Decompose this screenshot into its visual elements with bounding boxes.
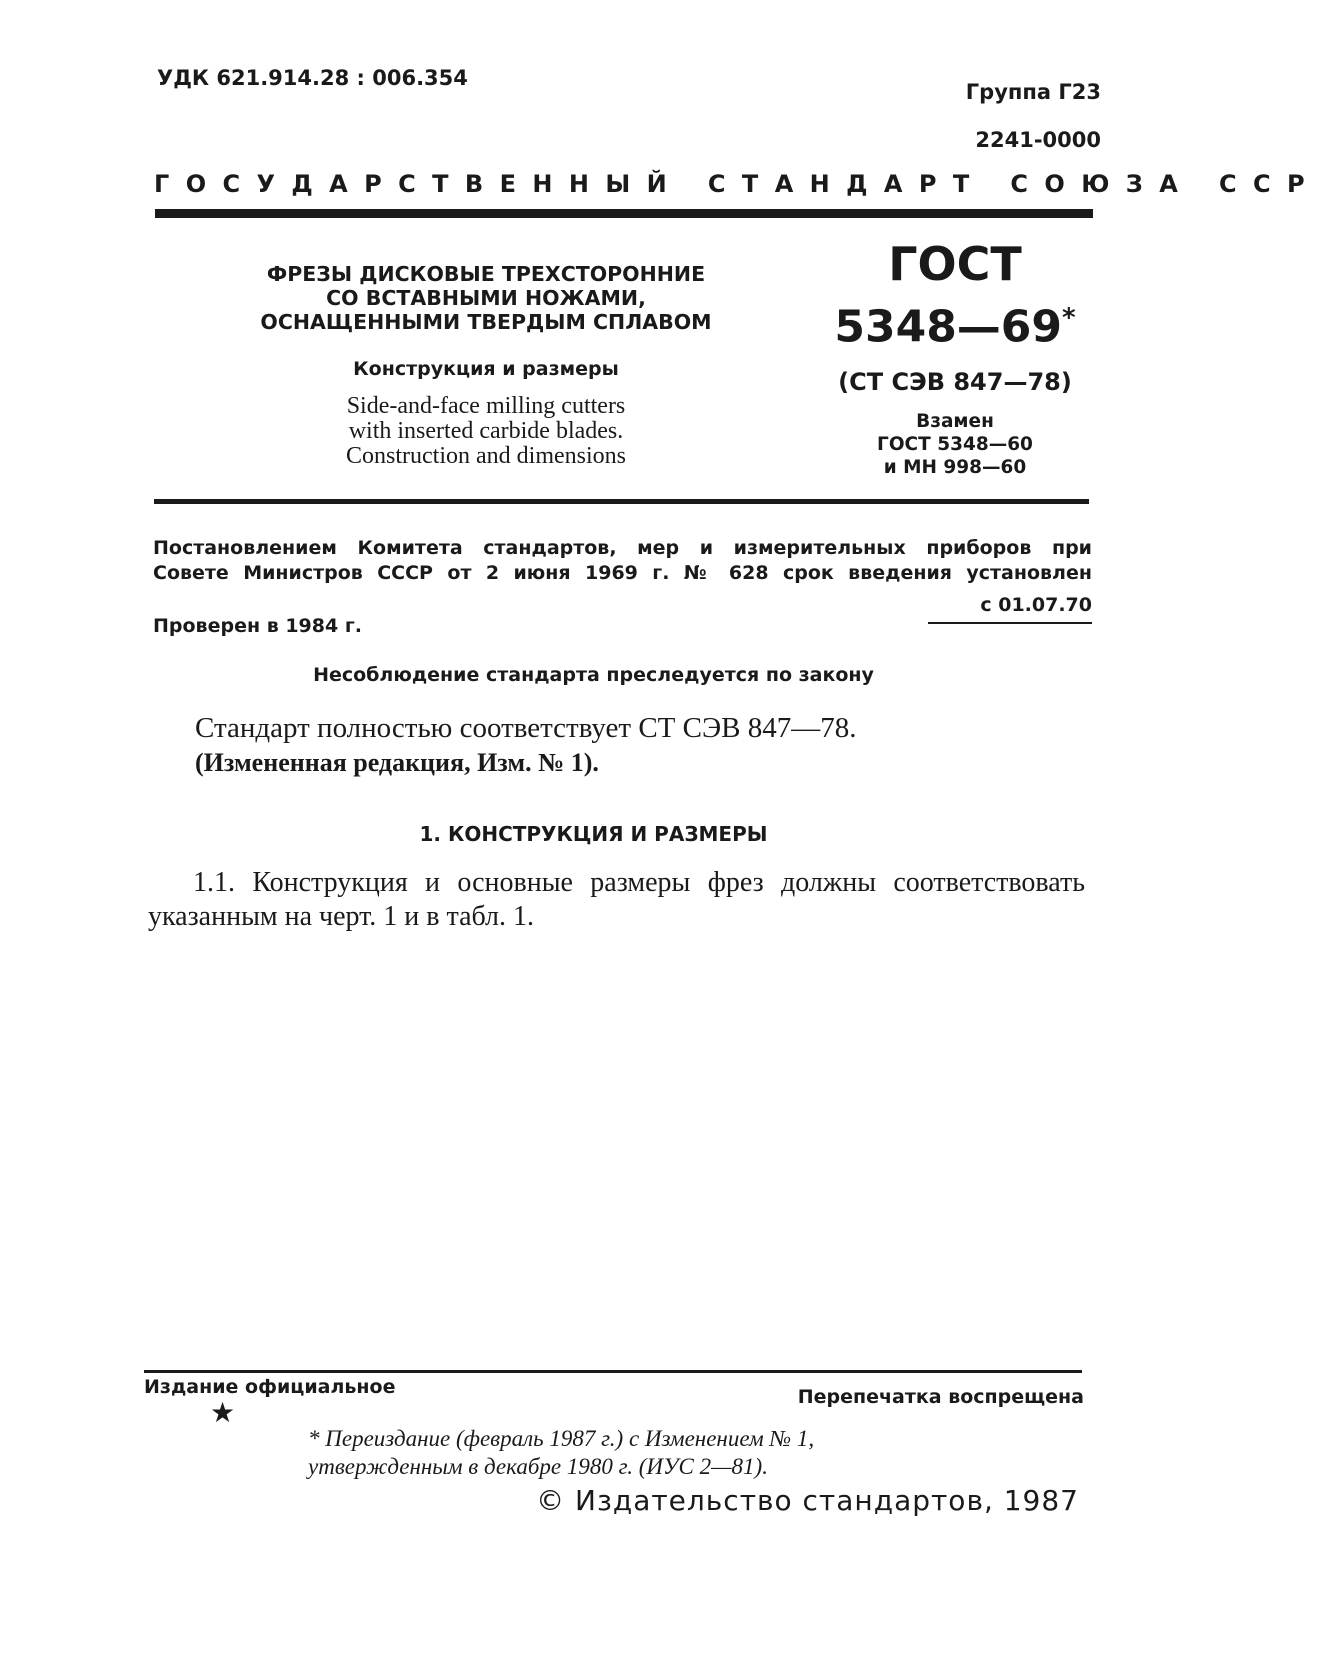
- replaces-item-1: ГОСТ 5348—60: [877, 433, 1033, 455]
- replaces-block: [810, 410, 1100, 479]
- title-ru-line-2: СО ВСТАВНЫМИ НОЖАМИ,: [326, 286, 646, 310]
- title-en-line-1: Side-and-face milling cutters: [346, 393, 626, 419]
- gost-number: [810, 290, 1100, 356]
- effective-date-rule: [928, 622, 1092, 624]
- footnote-line-1: * Переиздание (февраль 1987 г.) с Изменением № 1,: [308, 1426, 815, 1451]
- paragraph-1-1: 1.1. Конструкция и основные размеры фрез должны соответствовать указанным на черт. 1 и в табл. 1.: [148, 867, 1085, 932]
- section-title: 1. КОНСТРУКЦИЯ И РАЗМЕРЫ: [419, 822, 768, 846]
- replaces-item-2: и МН 998—60: [883, 456, 1027, 478]
- no-reprint-notice: Перепечатка воспрещена: [797, 1386, 1084, 1408]
- title-subtitle: Конструкция и размеры: [353, 358, 619, 380]
- replaces-label: Взамен: [916, 410, 994, 432]
- compliance-statement: Стандарт полностью соответствует СТ СЭВ 847—78.: [195, 712, 857, 744]
- footnote-line-2: утвержденным в декабре 1980 г. (ИУС 2—81).: [308, 1454, 768, 1479]
- gost-block: [810, 238, 1100, 479]
- decree-line-1: Постановлением Комитета стандартов, мер и измерительных приборов при: [153, 537, 1092, 559]
- udk-code: УДК 621.914.28 : 006.354: [157, 66, 468, 90]
- title-en-line-3: Construction and dimensions: [346, 443, 626, 469]
- gost-number-value: 5348—69: [834, 301, 1063, 353]
- publisher-copyright: © Издательство стандартов, 1987: [536, 1484, 1079, 1517]
- gost-label: ГОСТ: [888, 237, 1022, 291]
- title-ru-line-1: ФРЕЗЫ ДИСКОВЫЕ ТРЕХСТОРОННИЕ: [266, 262, 706, 286]
- title-en: [236, 394, 736, 469]
- revision-note: (Измененная редакция, Изм. № 1).: [195, 748, 599, 777]
- gost-mark: *: [1062, 303, 1076, 333]
- checked-note: Проверен в 1984 г.: [153, 615, 362, 637]
- title-ru-line-3: ОСНАЩЕННЫМИ ТВЕРДЫМ СПЛАВОМ: [260, 310, 712, 334]
- official-edition: Издание официальное: [144, 1376, 396, 1398]
- sev-reference: (СТ СЭВ 847—78): [838, 367, 1072, 396]
- reprint-footnote: [308, 1425, 814, 1481]
- law-notice: Несоблюдение стандарта преследуется по закону: [313, 664, 874, 686]
- title-block: [236, 262, 736, 469]
- star-icon: ★: [210, 1398, 236, 1429]
- state-standard-header: ГОСУДАРСТВЕННЫЙ СТАНДАРТ СОЮЗА ССР: [154, 170, 1321, 198]
- top-rule: [155, 209, 1093, 218]
- middle-rule: [154, 499, 1089, 504]
- classification-code: 2241-0000: [975, 128, 1101, 152]
- decree-text: [153, 536, 1092, 586]
- bottom-rule: [144, 1370, 1082, 1373]
- decree-line-2: Совете Министров СССР от 2 июня 1969 г. № 628 срок введения установлен: [153, 562, 1092, 584]
- group-code: Группа Г23: [965, 80, 1101, 104]
- title-en-line-2: with inserted carbide blades.: [348, 418, 624, 444]
- effective-date: с 01.07.70: [980, 594, 1092, 616]
